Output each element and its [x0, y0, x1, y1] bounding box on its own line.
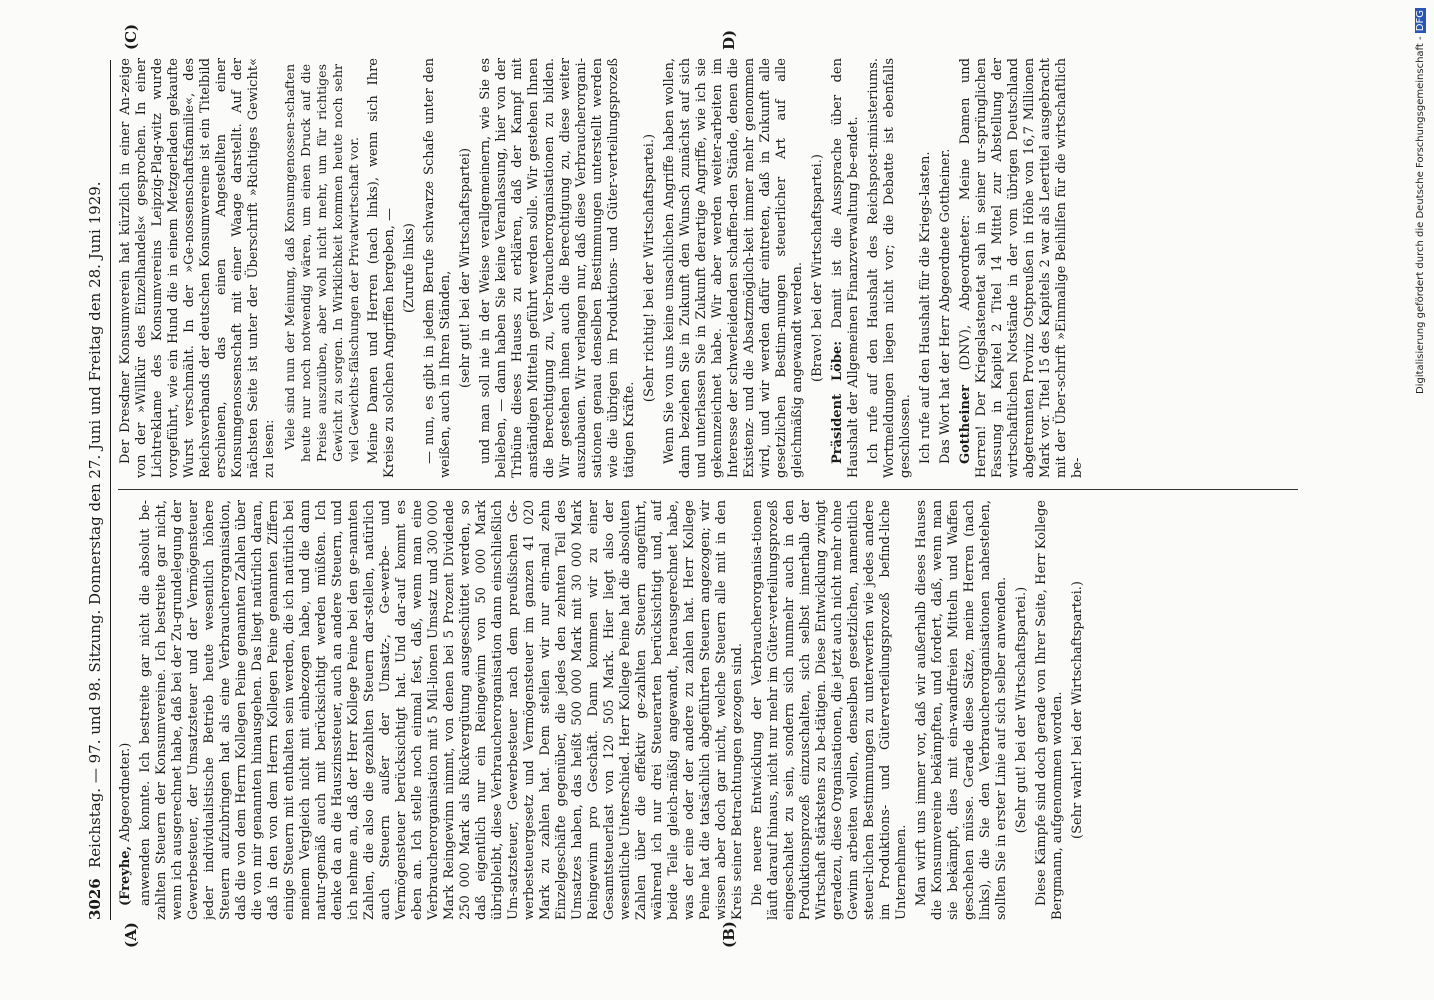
paragraph: Das Wort hat der Herr Abgeordnete Gottheiner. — [938, 148, 953, 464]
dfg-badge: DFG — [1415, 10, 1426, 32]
paragraph: Wenn Sie von uns keine unsachlichen Angriffe haben wollen, dann beziehen Sie in Zukunft den Wunsch zunächst auf sich und unterlassen Sie in Zukunft derartige Angriffe, wie ich sie gekennzeichnet habe. Wir aber werden weiter-arbeiten im Interesse der schwerleidenden schaffen-den Stände, denen die Existenz- und die Absatzmöglich-keit immer mehr genommen wird, und wir werden dafür eintreten, daß in Zukunft alle gesetzlichen Bestim-mungen steuerlicher Art auf alle gleichmäßig angewandt werden. — [662, 58, 805, 478]
margin-mark-a: (A) — [122, 922, 140, 948]
paragraph: Der Dresdner Konsumverein hat kürzlich in einer An-zeige von der »Willkür des Einzelhandels« gesprochen. In einer Lichtreklame des Konsumvereins Leipzig-Plag-witz wurde vorgeführt, wie ein Hund die in einem Metzgerladen gekaufte Wurst verschmäht. In der »Ge-nossenschaftsfamilie«, des Reichsverbands der deutschen Konsumvereine ist ein Titelbild erschienen, das einen Angestellten einer Konsumgenossenschaft mit einer Waage darstellt. Auf der nächsten Seite ist unter der Überschrift »Richtiges Gewicht« zu lesen: — [118, 58, 277, 478]
paragraph: anwenden konnte. Ich bestreite gar nicht die absolut be-zahlten Steuern der Konsumvereine. Ich bestreite gar nicht, wenn ich ausgerechnet habe, daß bei der Zu-grundelegung der Gewerbesteuer, der Umsatzsteuer und der Vermögensteuer jeder individualistische Betrieb heute wesentlich höhere Steuern aufzubringen hat als eine Verbraucherorganisation, daß die von dem Herrn Kollegen Peine genannten Zahlen über die von mir genannten hinausgehen. Das liegt natürlich daran, daß in den von dem Herrn Kollegen Peine genannten Ziffern einige Steuern mit enthalten sein werden, die ich natürlich bei meinem Vergleich nicht mit einbezogen habe, und die dann natur-gemäß auch mit berücksichtigt werden müßten. Ich denke da an die Hauszinssteuer, auch an andere Steuern, und ich nehme an, daß der Herr Kollege Peine bei den ge-nannten Zahlen, die also die gezahlten Steuern dar-stellen, natürlich auch Steuern außer der Umsatz-, Ge-werbe- und Vermögensteuer berücksichtigt hat. Und dar-auf kommt es eben an. Ich stelle noch einmal fest, daß, wenn man eine Verbraucherorganisation mit 5 Mil-lionen Umsatz und 300 000 Mark Reingewinn nimmt, von denen bei 5 Prozent Dividende 250 000 Mark als Rückvergütung ausgeschüttet werden, so daß eigentlich nur ein Reingewinn von 50 000 Mark übrigbleibt, diese Verbraucherorganisation dann einschließlich Um-satzsteuer, Gewerbesteuer nach dem preußischen Ge-werbesteuergesetz und Vermögensteuer im ganzen 41 020 Mark zu zahlen hat. Dem stellen wir nur ein-mal zehn Einzelgeschäfte gegenüber, die jedes den zehnten Teil des Umsatzes haben, das heißt 500 000 Mark mit 30 000 Mark Reingewinn pro Geschäft. Dann kommen wir zu einer Gesamtsteuerlast von 120 505 Mark. Hier liegt also der wesentliche Unterschied. Herr Kollege Peine hat die absoluten Zahlen über die effektiv ge-zahlten Steuern angeführt, während ich nur drei Steuerarten berücksichtigt und, auf beide Teile gleich-mäßig angewandt, herausgerechnet habe, was der eine oder der andere zu zahlen hat. Herr Kollege Peine hat die tatsächlich abgeführten Steuern angezogen; wir wissen aber doch gar nicht, welche Steuern alle mit in den Kreis seiner Betrachtungen gezogen sind. — [138, 500, 745, 920]
speech-paragraph — [958, 58, 1086, 478]
digitization-text: Digitalisierung gefördert durch die Deutsche Forschungsgemeinschaft - — [1415, 36, 1426, 395]
right-text-column — [118, 58, 1298, 478]
page-number: 3026 — [86, 878, 104, 920]
header-title: Reichstag. — 97. und 98. Sitzung. Donnerstag den 27. Juni und Freitag den 28. Juni 1929. — [86, 181, 104, 868]
paragraph: und man soll nie in der Weise verallgemeinern, wie Sie es belieben, — dann haben Sie keine Veranlassung, hier von der Tribüne dieses Hauses zu erklären, daß der Kampf mit anständigen Mitteln geführt werden solle. Wir gestehen Ihnen die Berechtigung zu, Ver-braucherorganisationen zu bilden. Wir gestehen ihnen auch die Berechtigung zu, diese weiter auszubauen. Wir verlangen nur, daß diese Verbraucherorgani-sationen genau denselben Bestimmungen unterstellt werden wie die übrigen im Produktions- und Güter-verteilungsprozeß tätigen Kräfte. — [478, 58, 637, 478]
margin-mark-b: (B) — [720, 921, 738, 948]
paragraph-text: Abgeordneter.) — [118, 742, 133, 846]
interjection: (sehr gut! bei der Wirtschaftspartei) — [458, 147, 473, 389]
paragraph: — nun, es gibt in jedem Berufe schwarze Schafe unter den weißen, auch in Ihren Ständen, — [422, 58, 453, 478]
paragraph: Man wirft uns immer vor, daß wir außerhalb dieses Hauses die Konsumvereine bekämpften, und fordert, daß, wenn man sie bekämpft, dies mit ein-wandfreien Mitteln und Waffen geschehen müsse. Gerade diese Sätze, meine Herren (nach links), die Sie den Verbraucherorganisationen nahestehen, sollten Sie in erster Linie auf sich selber anwenden. — [914, 500, 1009, 920]
interjection: (Sehr wahr! bei der Wirtschaftspartei.) — [1070, 581, 1085, 839]
digitization-note — [1415, 8, 1427, 608]
paragraph: Meine Damen und Herren (nach links), wenn sich Ihre Kreise zu solchen Angriffen hergeben, — — [366, 58, 397, 478]
paragraph-text: Damit ist die Aussprache über den Haushalt der Allgemeinen Finanzverwaltung be-endet. — [830, 58, 861, 478]
interjection: (Sehr gut! bei der Wirtschaftspartei.) — [1014, 586, 1029, 834]
paragraph: Diese Kämpfe sind doch gerade von Ihrer Seite, Herr Kollege Bergmann, aufgenommen worden. — [1034, 500, 1065, 920]
margin-mark-c: (C) — [122, 23, 140, 50]
margin-mark-d: D) — [720, 29, 738, 50]
left-text-column — [118, 500, 1298, 920]
quoted-passage: Viele sind nun der Meinung, daß Konsumgenossen-schaften heute nur noch notwendig wären, um einen Druck auf die Preise auszuüben, aber wohl nicht mehr, um für richtiges Gewicht zu sorgen. In Wirklichkeit kommen heute noch sehr viel Gewichts-fälschungen der Privatwirtschaft vor. — [282, 64, 361, 462]
speech-paragraph — [830, 58, 862, 478]
paragraph: Ich rufe auf den Haushalt des Reichspost-ministeriums. Wortmeldungen liegen nicht vor; die Debatte ist ebenfalls geschlossen. — [866, 58, 913, 478]
speaker-name: Präsident Löbe: — [830, 340, 845, 464]
interjection: (Zurufe links) — [402, 223, 417, 314]
paragraph: Ich rufe auf den Haushalt für die Kriegs-lasten. — [918, 151, 933, 464]
interjection: (Bravo! bei der Wirtschaftspartei.) — [810, 154, 825, 382]
column-divider — [118, 489, 1298, 490]
interjection: (Sehr richtig! bei der Wirtschaftspartei.) — [642, 133, 657, 403]
speaker-name: (Freyhe, — [118, 845, 133, 906]
paragraph-text: (DNV), Abgeordneter: Meine Damen und Herren! Der Kriegslastenetat sah in seiner ur-sprünglichen Fassung in Kapitel 2 Titel 14 Mittel zur Abstellung der wirtschaftlichen Notstände in der vom übrigen Deutschland abgetrennten Provinz Ostpreußen in Höhe von 16,7 Millionen Mark vor. Titel 15 des Kapitels 2 war als Leertitel ausgebracht mit der Über-schrift »Einmalige Beihilfen für die wirtschaftlich be- — [958, 58, 1085, 478]
page-header — [80, 60, 111, 920]
speaker-name: Gottheiner — [958, 384, 973, 464]
paragraph: Die neuere Entwicklung der Verbraucherorganisa-tionen läuft darauf hinaus, nicht nur mehr im Güter-verteilungsprozeß eingeschaltet zu sein, sondern sich nunmehr auch in den Produktionsprozeß einzuschalten, sich selbst innerhalb der Wirtschaft stärkstens zu be-tätigen. Diese Entwicklung zwingt geradezu, diese Organisationen, die jetzt auch nicht mehr ohne Gewinn arbeiten wollen, denselben gesetzlichen, namentlich steuer-lichen Bestimmungen zu unterwerfen wie jedes andere im Produktions- und Güterverteilungsprozeß befind-liche Unternehmen. — [750, 500, 909, 920]
speech-paragraph — [118, 500, 134, 920]
